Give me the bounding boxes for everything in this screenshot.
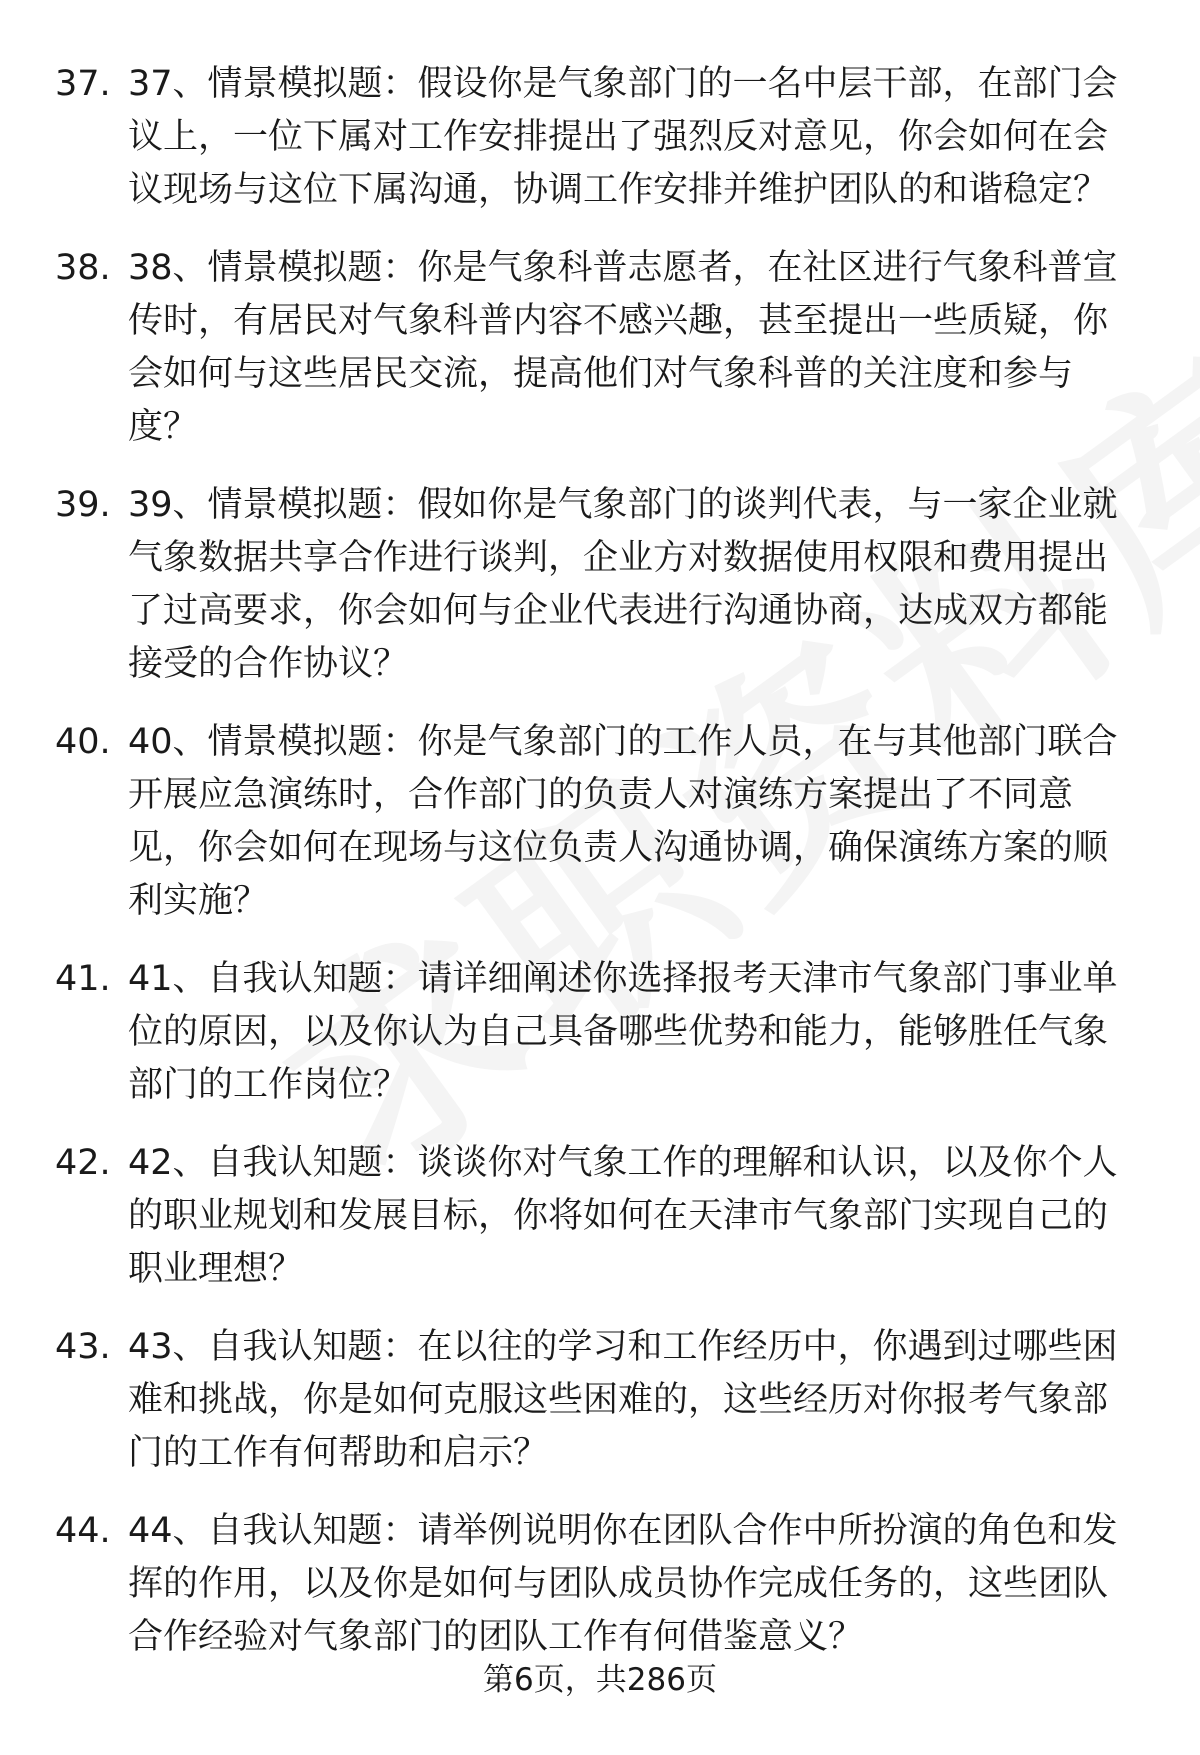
question-number: 41.: [55, 959, 111, 999]
question-text: 40、情景模拟题：你是气象部门的工作人员，在与其他部门联合开展应急演练时，合作部门的负责人对演练方案提出了不同意见，你会如何在现场与这位负责人沟通协调，确保演练方案的顺利实施？: [128, 722, 1118, 921]
question-item: [0, 953, 1200, 1112]
question-text: 38、情景模拟题：你是气象科普志愿者，在社区进行气象科普宣传时，有居民对气象科普内容不感兴趣，甚至提出一些质疑，你会如何与这些居民交流，提高他们对气象科普的关注度和参与度？: [128, 248, 1118, 447]
question-item: [0, 479, 1200, 691]
question-text: 41、自我认知题：请详细阐述你选择报考天津市气象部门事业单位的原因，以及你认为自己具备哪些优势和能力，能够胜任气象部门的工作岗位？: [128, 959, 1118, 1105]
question-text: 39、情景模拟题：假如你是气象部门的谈判代表，与一家企业就气象数据共享合作进行谈判，企业方对数据使用权限和费用提出了过高要求，你会如何与企业代表进行沟通协商，达成双方都能接受的合作协议？: [128, 485, 1118, 684]
question-list: [0, 58, 1200, 1689]
question-number: 40.: [55, 722, 111, 762]
question-item: [0, 58, 1200, 217]
question-text: 37、情景模拟题：假设你是气象部门的一名中层干部，在部门会议上，一位下属对工作安排提出了强烈反对意见，你会如何在会议现场与这位下属沟通，协调工作安排并维护团队的和谐稳定？: [128, 64, 1118, 210]
question-number: 43.: [55, 1327, 111, 1367]
question-item: [0, 1137, 1200, 1296]
question-text: 42、自我认知题：谈谈你对气象工作的理解和认识，以及你个人的职业规划和发展目标，你将如何在天津市气象部门实现自己的职业理想？: [128, 1143, 1118, 1289]
question-text: 43、自我认知题：在以往的学习和工作经历中，你遇到过哪些困难和挑战，你是如何克服这些困难的，这些经历对你报考气象部门的工作有何帮助和启示？: [128, 1327, 1118, 1473]
question-number: 38.: [55, 248, 111, 288]
question-number: 37.: [55, 64, 111, 104]
question-number: 42.: [55, 1143, 111, 1183]
question-item: [0, 1321, 1200, 1480]
question-item: [0, 1505, 1200, 1664]
question-text: 44、自我认知题：请举例说明你在团队合作中所扮演的角色和发挥的作用，以及你是如何与团队成员协作完成任务的，这些团队合作经验对气象部门的团队工作有何借鉴意义？: [128, 1511, 1118, 1657]
question-item: [0, 716, 1200, 928]
question-item: [0, 242, 1200, 454]
question-number: 44.: [55, 1511, 111, 1551]
question-number: 39.: [55, 485, 111, 525]
page-footer: 第6页，共286页: [483, 1662, 717, 1698]
